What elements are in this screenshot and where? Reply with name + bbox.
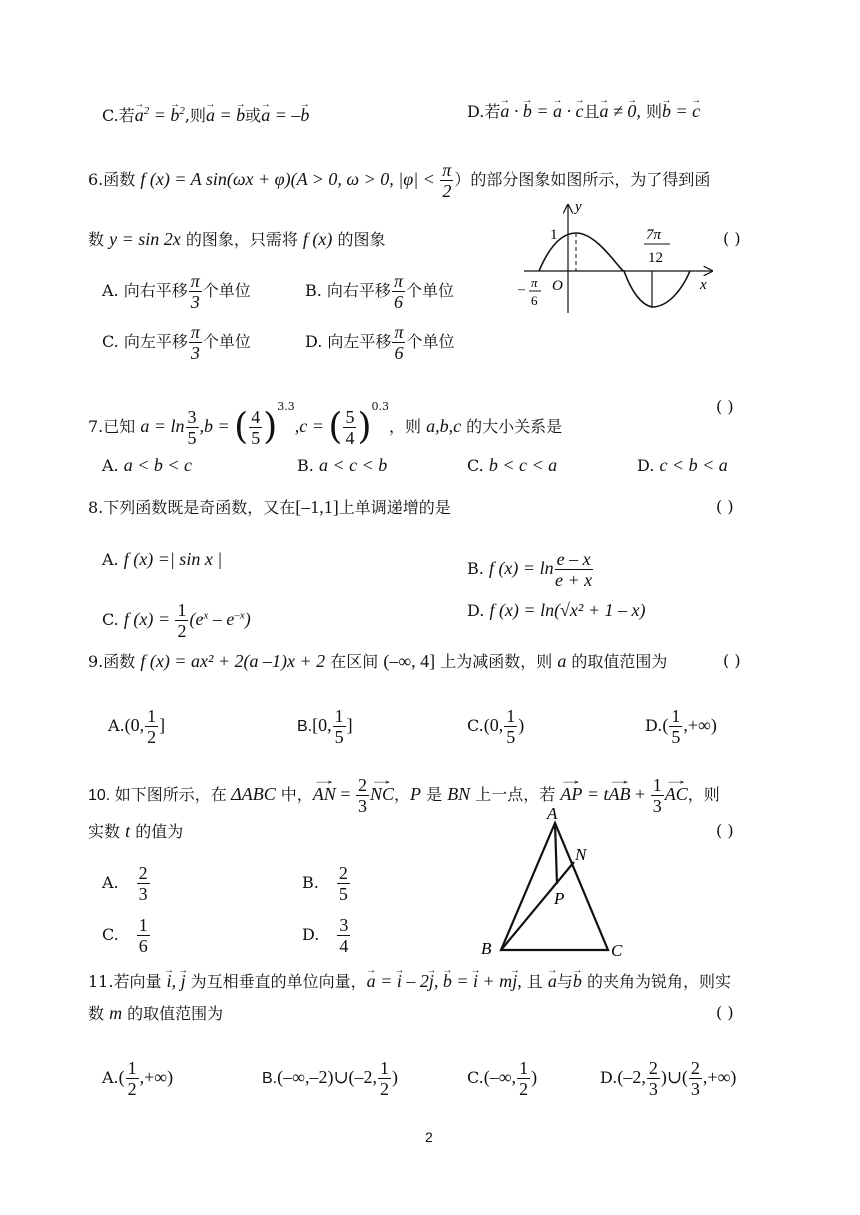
q10-ap: → AP	[560, 784, 582, 804]
q7-option-d	[637, 455, 728, 476]
q8-d-math: f (x) = ln(√x² + 1 – x)	[489, 600, 646, 620]
q9-c-den: 5	[506, 727, 516, 747]
q8-answer-paren: ( )	[716, 497, 734, 516]
q11-stem-line2	[88, 1003, 223, 1024]
q10-answer-paren: ( )	[716, 821, 734, 840]
q7-c: ,c =	[294, 416, 329, 436]
q10-n2: 2	[357, 775, 367, 795]
q11-b-num: 1	[380, 1058, 390, 1078]
q7-ta: 7.已知	[88, 417, 141, 436]
q11-option-b	[262, 1058, 398, 1099]
q11-l2a: 数	[88, 1004, 110, 1023]
q11-d-r: ,+∞)	[702, 1067, 737, 1087]
q9-a-den: 2	[147, 727, 157, 747]
q6-option-a	[102, 271, 251, 312]
q7-d4: 4	[345, 428, 355, 448]
q8-option-c	[102, 600, 251, 641]
q7-abc: a,b,c	[426, 416, 462, 436]
q9-answer-paren: ( )	[723, 651, 741, 670]
q8-c-m4: )	[244, 609, 251, 629]
q5-d-and: 且	[583, 102, 600, 121]
q9-c-label: C.	[467, 716, 484, 735]
q6-func: f (x) = A sin(ωx + φ)(A > 0, ω > 0, |φ| <	[140, 169, 440, 189]
q8-option-a	[102, 549, 222, 570]
q7-d5: 5	[187, 428, 197, 448]
neg-sign: –	[518, 282, 525, 297]
q5-c-math: → $a^2$ = → $b^2$	[135, 105, 185, 125]
q7-n3: 3	[187, 407, 197, 427]
q7-tb: ，则	[389, 417, 427, 436]
q7-b: ,b =	[199, 416, 235, 436]
y-label: y	[575, 199, 582, 215]
q5-c-then: ,则	[184, 106, 207, 125]
q11-c-label: C.	[467, 1068, 484, 1087]
q9-b-frac	[333, 706, 346, 747]
q6-pi-over-2	[440, 160, 453, 201]
q10-d3: 3	[357, 796, 367, 816]
q10-c-num: 1	[138, 915, 148, 935]
q9-a-num: 1	[147, 706, 157, 726]
q8-tb: 上单调递增的是	[338, 498, 451, 517]
q11-option-a	[102, 1058, 173, 1099]
q8-b-math: f (x) = ln	[488, 558, 554, 578]
q10-b-label: B.	[302, 873, 319, 892]
q11-b2: → b	[573, 971, 582, 991]
q8-a-math: f (x) =| sin x |	[123, 549, 223, 569]
q7-frac-54	[343, 407, 356, 448]
q10-plus: +	[630, 784, 650, 804]
q11-answer-paren: ( )	[716, 1003, 734, 1022]
q6-d-label: D. 向左平移	[305, 332, 392, 351]
q9-tb: 在区间	[325, 652, 384, 671]
q7-a: a = ln	[140, 416, 185, 436]
q7-exp-b: 3.3	[277, 400, 295, 413]
q10-c-label: C.	[102, 925, 119, 944]
q8-c-m1: f (x) =	[123, 609, 175, 629]
q11-b-den: 2	[380, 1079, 390, 1099]
q9-option-d	[645, 706, 717, 747]
q6-c-label: C. 向左平移	[102, 332, 188, 351]
q6-a-frac	[189, 271, 202, 312]
q6-c-den: 3	[190, 343, 200, 363]
q6-d-frac	[392, 322, 405, 363]
q6-answer-paren: ( )	[723, 229, 741, 248]
q5-c-math2: → a = → b	[206, 105, 245, 125]
q11-c-den: 2	[519, 1079, 529, 1099]
q6-a-pi: π	[190, 271, 200, 291]
q8-option-b	[467, 549, 594, 590]
q6-t2a: 数	[88, 230, 110, 249]
q11-d-l: (–2,	[617, 1067, 646, 1087]
q8-c-m2: (e	[189, 609, 204, 629]
q7-a-label: A.	[102, 456, 124, 475]
q11-b-frac	[378, 1058, 391, 1099]
q11-option-c	[467, 1058, 537, 1099]
q9-d-frac	[669, 706, 682, 747]
q8-d-label: D.	[467, 601, 490, 620]
q11-a-den: 2	[127, 1079, 137, 1099]
q9-option-b	[297, 706, 353, 747]
q9-stem	[88, 651, 667, 672]
q6-stem-line2	[88, 229, 386, 250]
q11-c-l: (–∞,	[483, 1067, 517, 1087]
label-b: B	[481, 939, 492, 958]
q11-d-frac1	[647, 1058, 660, 1099]
q10-b-den: 5	[338, 884, 348, 904]
q7-c-math: b < c < a	[488, 455, 558, 475]
q9-a-frac	[145, 706, 158, 747]
q9-math: f (x) = ax² + 2(a –1)x + 2	[140, 651, 326, 671]
q7-stem: 7.已知 a = ln $\frac{3}{5}$ ,b = ( $\frac{4}{5}$ )$^{3.3}$,c = ( $\frac{5}{4}$ )$^{0.3}$，则 a,b,c 的大小关系是	[88, 400, 563, 448]
q10-d-label: D.	[302, 925, 320, 944]
q11-d-den1: 3	[648, 1079, 658, 1099]
q6-num: 6.函数	[88, 170, 141, 189]
q9-a-r: ]	[159, 715, 166, 735]
q6-b-den: 6	[393, 292, 403, 312]
q11-d-num1: 2	[648, 1058, 658, 1078]
q9-c-frac	[504, 706, 517, 747]
q8-ta: 8.下列函数既是奇函数，又在	[88, 498, 296, 517]
q7-d-math: c < b < a	[659, 455, 728, 475]
q10-option-b	[302, 863, 351, 904]
q10-td: 是	[421, 785, 448, 804]
q11-l2b: 的取值范围为	[122, 1004, 224, 1023]
q10-option-c	[102, 915, 151, 956]
q11-a-l: (	[118, 1067, 125, 1087]
q6-t2c: 的图象	[332, 230, 386, 249]
q9-d-num: 1	[671, 706, 681, 726]
q10-tri: ΔABC	[231, 784, 276, 804]
x-label: x	[700, 277, 707, 293]
q8-c-label: C.	[102, 610, 124, 629]
q5-option-d	[467, 101, 700, 122]
q8-interval: [–1,1]	[295, 497, 339, 517]
q7-frac-35	[186, 407, 199, 448]
q6-fx: f (x)	[302, 229, 333, 249]
q6-b-label: B. 向右平移	[305, 281, 391, 300]
q9-td: 的取值范围为	[566, 652, 668, 671]
tick-12: 12	[648, 250, 663, 266]
q10-c-den: 6	[138, 936, 148, 956]
q7-option-a	[102, 455, 192, 476]
q10-bn: BN	[447, 784, 471, 804]
q6-b-pi: π	[393, 271, 403, 291]
q6-a-unit: 个单位	[202, 281, 251, 300]
label-n: N	[575, 845, 587, 864]
q7-option-c	[467, 455, 557, 476]
q10-d-num: 3	[339, 915, 349, 935]
q10-a-den: 3	[138, 884, 148, 904]
q7-frac-45	[249, 407, 262, 448]
q9-b-den: 5	[334, 727, 344, 747]
q8-c-sup1: x	[203, 609, 209, 622]
q6-option-d	[305, 322, 454, 363]
q5-c-math3: → a = –→ b	[261, 105, 309, 125]
q7-tc: 的大小关系是	[461, 417, 563, 436]
q5-d-math: → a · → b = → a · → c	[500, 101, 583, 121]
q11-a-num: 1	[127, 1058, 137, 1078]
q10-eqt: = t	[582, 784, 609, 804]
q11-a-r: ,+∞)	[139, 1067, 174, 1087]
q9-a-l: (0,	[124, 715, 145, 735]
q7-exp-c: 0.3	[371, 400, 389, 413]
q6-d-pi: π	[394, 322, 404, 342]
q8-c-num: 1	[177, 600, 187, 620]
q11-tc: 且	[521, 972, 548, 991]
q6-d-unit: 个单位	[406, 332, 455, 351]
q11-c-frac	[517, 1058, 530, 1099]
q11-d-frac2	[689, 1058, 702, 1099]
q9-ta: 9.函数	[88, 652, 141, 671]
q10-tf: ，则	[687, 785, 720, 804]
q7-c-label: C.	[467, 456, 489, 475]
q9-d-label: D.	[645, 716, 663, 735]
q9-option-c	[467, 706, 524, 747]
q9-b-label: B.	[297, 718, 313, 735]
q6-option-b	[305, 271, 454, 312]
q6-c-unit: 个单位	[202, 332, 251, 351]
q8-a-label: A.	[102, 550, 124, 569]
q11-ij: → i, → j	[167, 971, 186, 991]
q9-c-num: 1	[506, 706, 516, 726]
origin-label: O	[552, 278, 563, 294]
q10-a-frac	[137, 863, 150, 904]
q8-c-den: 2	[177, 621, 187, 641]
q5-c-label: C.若	[102, 106, 135, 125]
q7-d5b: 5	[251, 428, 261, 448]
q10-n1: 1	[652, 775, 662, 795]
q5-d-math3: → b = → c	[662, 101, 700, 121]
q10-a-num: 2	[138, 863, 148, 883]
q8-b-den: e + x	[555, 570, 593, 590]
q10-stem-line2	[88, 821, 183, 842]
q8-c-m3: – e	[208, 609, 235, 629]
q9-option-a	[108, 706, 165, 747]
q6-sine-graph	[510, 195, 720, 345]
q6-text-close: ）的部分图象如图所示，为了得到函	[454, 170, 711, 189]
q11-d-den2: 3	[690, 1079, 700, 1099]
q9-c-r: )	[518, 715, 525, 735]
q9-tc: 上为减函数，则	[435, 652, 558, 671]
q8-option-d	[467, 600, 645, 621]
q11-td: 的夹角为锐角，则实	[581, 972, 731, 991]
q10-tb: 中，	[275, 785, 313, 804]
q9-var: a	[557, 651, 567, 671]
q8-stem	[88, 497, 451, 518]
q10-l2a: 实数	[88, 822, 126, 841]
page-number: 2	[425, 1129, 433, 1145]
q11-d-label: D.	[600, 1068, 618, 1087]
q9-d-den: 5	[671, 727, 681, 747]
q7-d-label: D.	[637, 456, 660, 475]
q7-n5: 5	[345, 407, 355, 427]
q10-c-frac	[137, 915, 150, 956]
q6-d-den: 6	[394, 343, 404, 363]
q10-d-frac	[337, 915, 350, 956]
q10-d-den: 4	[339, 936, 349, 956]
q11-ta: 11.若向量	[88, 972, 167, 991]
q6-ysin: y = sin 2x	[109, 229, 181, 249]
q7-a-math: a < b < c	[123, 455, 193, 475]
q6-option-c	[102, 322, 251, 363]
segment-ap	[555, 823, 557, 884]
q10-triangle-figure	[478, 800, 638, 960]
q11-c-num: 1	[519, 1058, 529, 1078]
q9-b-l: [0,	[312, 715, 332, 735]
q10-a-label: A.	[102, 873, 119, 892]
q11-option-d	[600, 1058, 736, 1099]
q10-tc: ，	[393, 785, 410, 804]
label-a: A	[547, 804, 558, 823]
q11-a-frac	[126, 1058, 139, 1099]
q11-b-label: B.	[262, 1070, 278, 1087]
q11-tb: 为互相垂直的单位向量，	[185, 972, 367, 991]
q8-c-sup2: –x	[234, 609, 245, 622]
q8-c-frac	[175, 600, 188, 641]
q6-a-den: 3	[190, 292, 200, 312]
q10-option-d	[302, 915, 351, 956]
q6-a-label: A. 向右平移	[102, 281, 188, 300]
q10-p: P	[410, 784, 421, 804]
q10-ta: 10. 如下图所示，在	[88, 787, 232, 804]
tick-7pi: 7π	[646, 227, 662, 243]
q8-b-num: e – x	[556, 549, 591, 569]
q6-c-pi: π	[190, 322, 200, 342]
q6-t2b: 的图象，只需将	[180, 230, 303, 249]
neg-6: 6	[531, 293, 538, 308]
q9-d-l: (	[662, 715, 669, 735]
q9-c-l: (0,	[483, 715, 504, 735]
one-label: 1	[550, 227, 558, 243]
q10-te: 上一点，若	[470, 785, 561, 804]
q10-d3b: 3	[652, 796, 662, 816]
q8-b-frac	[555, 549, 593, 590]
q5-d-math2: → a ≠ → 0,	[600, 101, 641, 121]
q11-d-num2: 2	[690, 1058, 700, 1078]
q7-b-math: a < c < b	[318, 455, 388, 475]
q6-two: 2	[442, 181, 452, 201]
q6-b-unit: 个单位	[405, 281, 454, 300]
q7-b-label: B.	[297, 456, 319, 475]
q11-d-mid: )∪(	[660, 1067, 688, 1087]
q10-ab: → AB	[609, 784, 631, 804]
q5-c-or: 或	[245, 106, 262, 125]
q5-d-label: D.若	[467, 102, 501, 121]
q9-b-num: 1	[334, 706, 344, 726]
q8-b-label: B.	[467, 559, 489, 578]
q11-b-r: )	[392, 1067, 399, 1087]
q10-ac: → AC	[665, 784, 688, 804]
q6-c-frac	[189, 322, 202, 363]
q9-b-r: ]	[346, 715, 353, 735]
q9-a-label: A.	[108, 716, 125, 735]
q5-d-then: 则	[640, 102, 663, 121]
q10-t: t	[125, 821, 131, 841]
q10-an: → AN	[313, 784, 336, 804]
q10-nc: → NC	[370, 784, 394, 804]
q11-yu: 与	[556, 972, 573, 991]
q11-a2: → a	[548, 971, 557, 991]
q7-n4: 4	[251, 407, 261, 427]
q10-option-a	[102, 863, 151, 904]
q10-eq: =	[335, 784, 355, 804]
q11-m: m	[109, 1003, 123, 1023]
q6-b-frac	[392, 271, 405, 312]
neg-pi: π	[531, 275, 538, 290]
q7-answer-paren: ( )	[716, 397, 734, 416]
label-p: P	[554, 889, 565, 908]
q11-a-label: A.	[102, 1068, 119, 1087]
q10-b-num: 2	[338, 863, 348, 883]
q5-option-c	[102, 101, 309, 126]
q9-d-r: ,+∞)	[683, 715, 717, 735]
q10-l2b: 的值为	[130, 822, 184, 841]
q9-interval: (–∞, 4]	[383, 651, 436, 671]
label-c: C	[611, 941, 623, 960]
q11-b-l: (–∞,–2)∪(–2,	[277, 1067, 378, 1087]
q11-stem-line1	[88, 971, 731, 992]
q11-vecs: → a = → i – 2→ j, → b = → i + m→ j,	[367, 971, 522, 991]
q6-pi: π	[442, 160, 452, 180]
q10-b-frac	[337, 863, 350, 904]
q7-option-b	[297, 455, 387, 476]
q11-c-r: )	[531, 1067, 538, 1087]
